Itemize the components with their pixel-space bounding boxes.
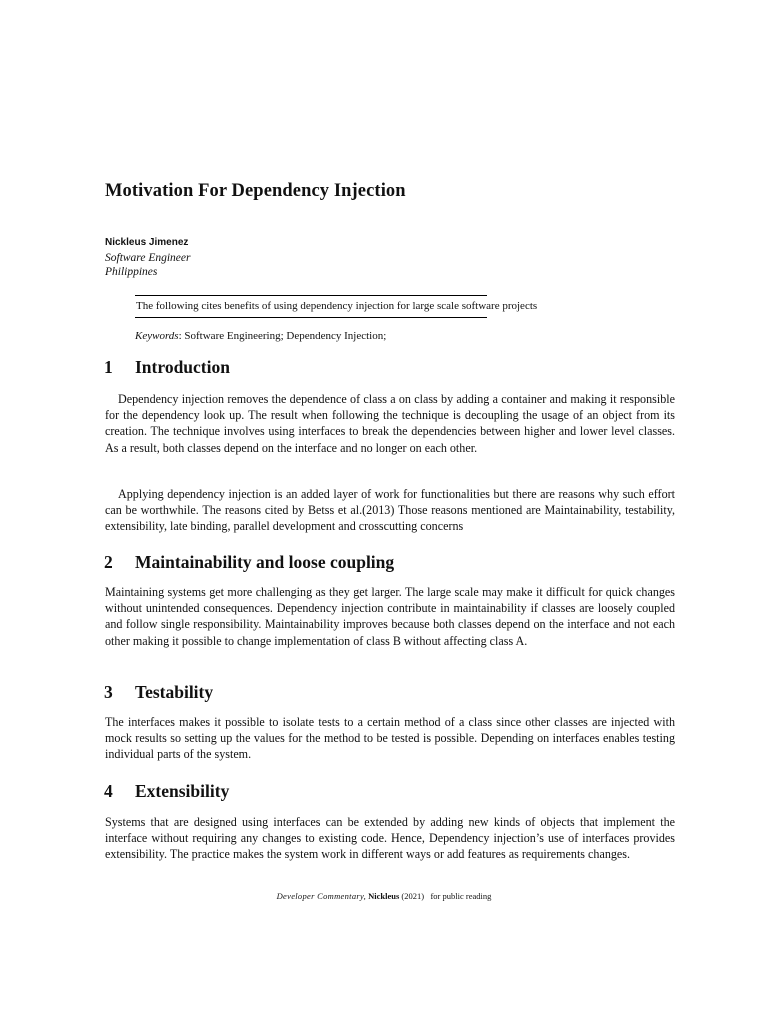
keywords (135, 330, 386, 342)
author-location: Philippines (105, 266, 158, 278)
author-name: Nickleus Jimenez (105, 237, 189, 248)
paragraph: Applying dependency injection is an added layer of work for functionalities but there are reasons why such effort can be worthwhile. The reasons cited by Betss et al.(2013) Those reasons mentioned are Maintainability, testability, extensibility, late binding, parallel development and crosscutting concerns (105, 487, 675, 534)
footer-year: (2021) (401, 891, 425, 901)
section-number: 2 (104, 552, 113, 572)
paper-title: Motivation For Dependency Injection (105, 181, 406, 201)
paragraph: Maintaining systems get more challenging as they get larger. The large scale may make it difficult for quick changes without unintended consequences. Dependency injection contribute in maintainability if classes are loosely coupled and follow single responsibility. Maintainability improves because both classes depend on the interface and not each other making it possible to change implementation of class B without affecting class A. (105, 585, 675, 648)
section-heading-introduction (104, 357, 230, 378)
keywords-text: : Software Engineering; Dependency Injection; (178, 330, 387, 342)
section-title: Testability (135, 682, 214, 702)
footer-note: for public reading (430, 891, 492, 901)
section-title: Introduction (135, 357, 230, 377)
footer-author: Nickleus (368, 891, 400, 901)
footer-journal: Developer Commentary, (276, 891, 366, 901)
section-heading-testability (104, 682, 213, 703)
section-heading-extensibility (104, 781, 229, 802)
section-number: 1 (104, 357, 113, 377)
section-title: Extensibility (135, 781, 230, 801)
page-footer (0, 891, 768, 901)
section-title: Maintainability and loose coupling (135, 552, 395, 572)
paragraph: Dependency injection removes the dependence of class a on class by adding a container and making it responsible for the dependency look up. The result when following the technique is decoupling the usage of an object from its creation. The technique involves using interfaces to break the dependencies between higher and lower level classes. As a result, both classes depend on the interface and no longer on each other. (105, 392, 675, 455)
section-number: 4 (104, 781, 113, 801)
abstract-box (135, 295, 538, 318)
paragraph: The interfaces makes it possible to isolate tests to a certain method of a class since other classes are injected with mock results so setting up the values for the method to be tested is possible. Depending on interfaces enables testing individual parts of the system. (105, 715, 675, 762)
keywords-label: Keywords (135, 330, 179, 342)
section-number: 3 (104, 682, 113, 702)
author-role: Software Engineer (105, 252, 191, 264)
abstract-text: The following cites benefits of using dependency injection for large scale software projects (136, 300, 538, 312)
section-heading-maintainability (104, 552, 394, 573)
paragraph: Systems that are designed using interfaces can be extended by adding new kinds of objects that implement the interface without requiring any changes to existing code. Hence, Dependency injection’s use of interfaces provides extensibility. The practice makes the system work in different ways or add features as requirements changes. (105, 815, 675, 862)
